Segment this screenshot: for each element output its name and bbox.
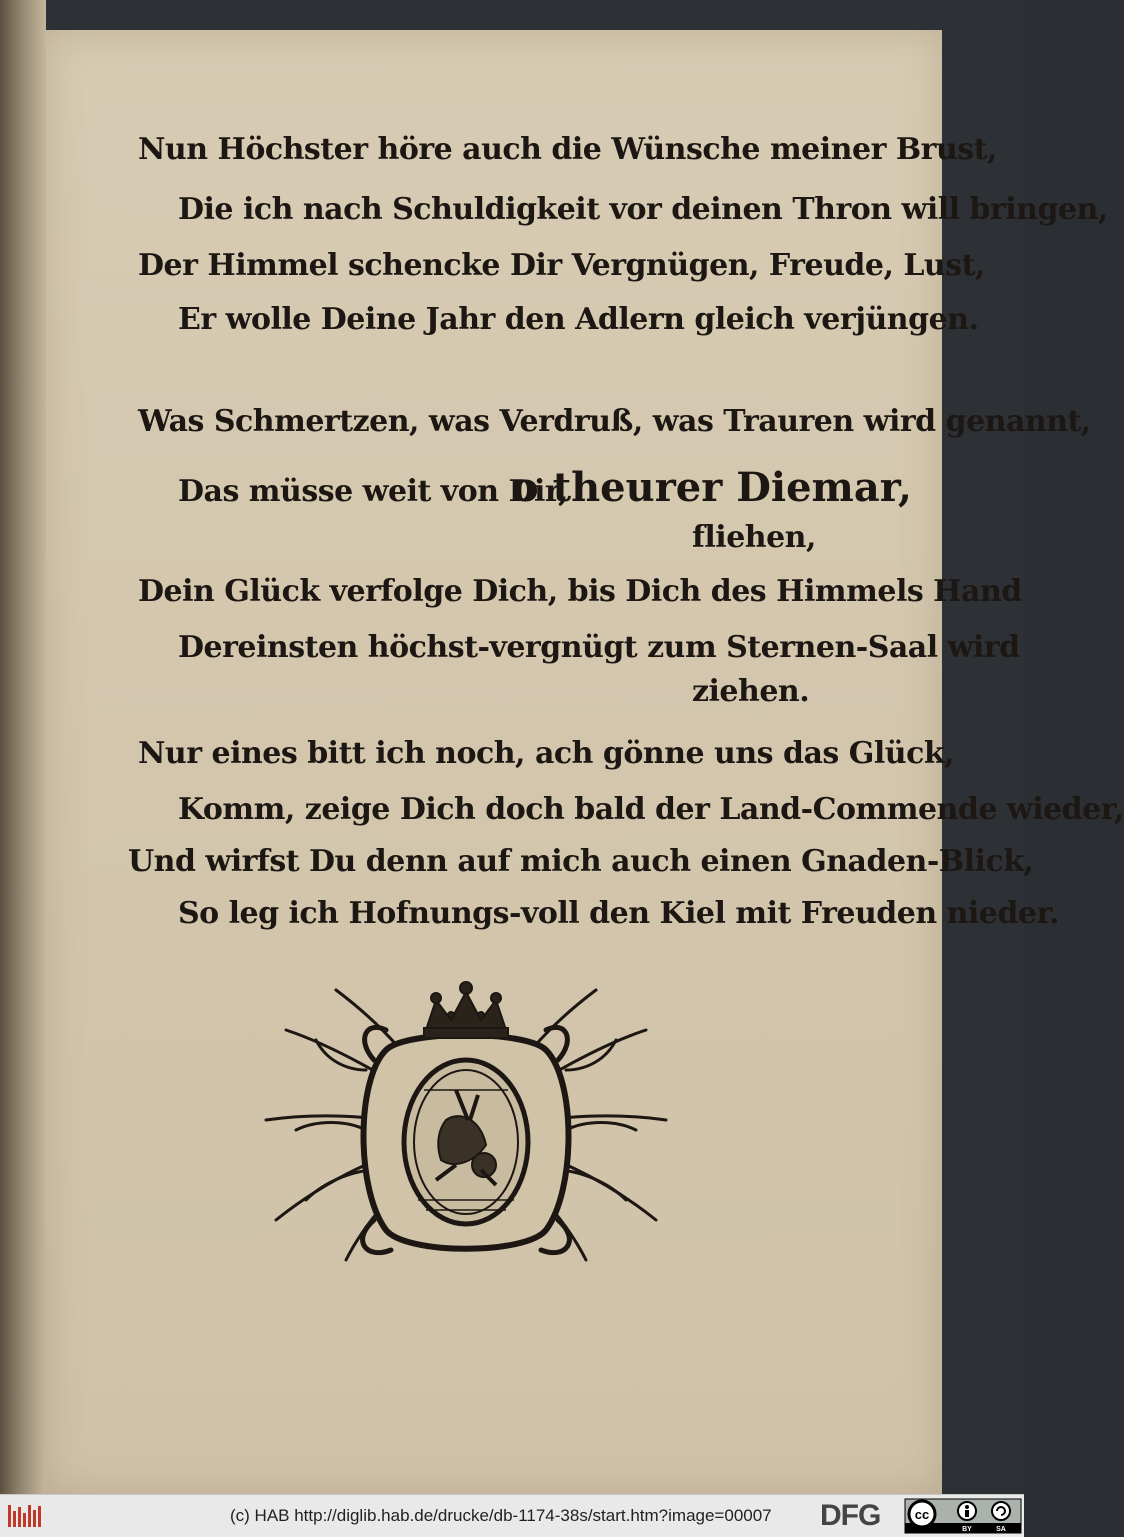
verse-line: Und wirfst Du denn auf mich auch einen Gnaden-Blick, (128, 844, 1034, 879)
svg-text:cc: cc (914, 1507, 930, 1522)
verse-line: Der Himmel schencke Dir Vergnügen, Freude, Lust, (138, 248, 985, 283)
library-logo-icon (8, 1505, 42, 1527)
by-label: BY (962, 1526, 972, 1533)
document-page (46, 30, 1124, 1494)
creative-commons-license-icon[interactable] (905, 1499, 1021, 1533)
copyright-link[interactable]: (c) HAB http://diglib.hab.de/drucke/db-1174-38s/start.htm?image=00007 (230, 1506, 772, 1525)
verse-line: Nun Höchster höre auch die Wünsche meiner Brust, (138, 132, 997, 167)
cc-icon (909, 1501, 935, 1527)
crowned-cartouche-vignette-icon (256, 970, 676, 1270)
verse-line: Das müsse weit von Dir, (178, 474, 568, 509)
verse-line: So leg ich Hofnungs-voll den Kiel mit Freuden nieder. (178, 896, 1059, 931)
verse-line: Was Schmertzen, was Verdruß, was Trauren wird genannt, (138, 404, 1091, 439)
verse-line-continuation: ziehen. (692, 674, 810, 709)
verse-line-emphasis: o theurer Diemar, (512, 464, 912, 511)
verse-line: Die ich nach Schuldigkeit vor deinen Thron will bringen, (178, 192, 1108, 227)
previous-page-edge (0, 0, 46, 1494)
verse-line: Dereinsten höchst-vergnügt zum Sternen-Saal wird (178, 630, 1020, 665)
verse-line: Dein Glück verfolge Dich, bis Dich des Himmels Hand (138, 574, 1022, 609)
verse-line: Er wolle Deine Jahr den Adlern gleich verjüngen. (178, 302, 979, 337)
verse-line: Nur eines bitt ich noch, ach gönne uns das Glück, (138, 736, 955, 771)
dfg-logo: DFG (820, 1499, 881, 1532)
footer-bar (0, 1494, 1024, 1537)
verse-line: Komm, zeige Dich doch bald der Land-Commende wieder, (178, 792, 1124, 827)
sa-label: SA (996, 1526, 1006, 1533)
verse-line-continuation: fliehen, (692, 520, 816, 555)
